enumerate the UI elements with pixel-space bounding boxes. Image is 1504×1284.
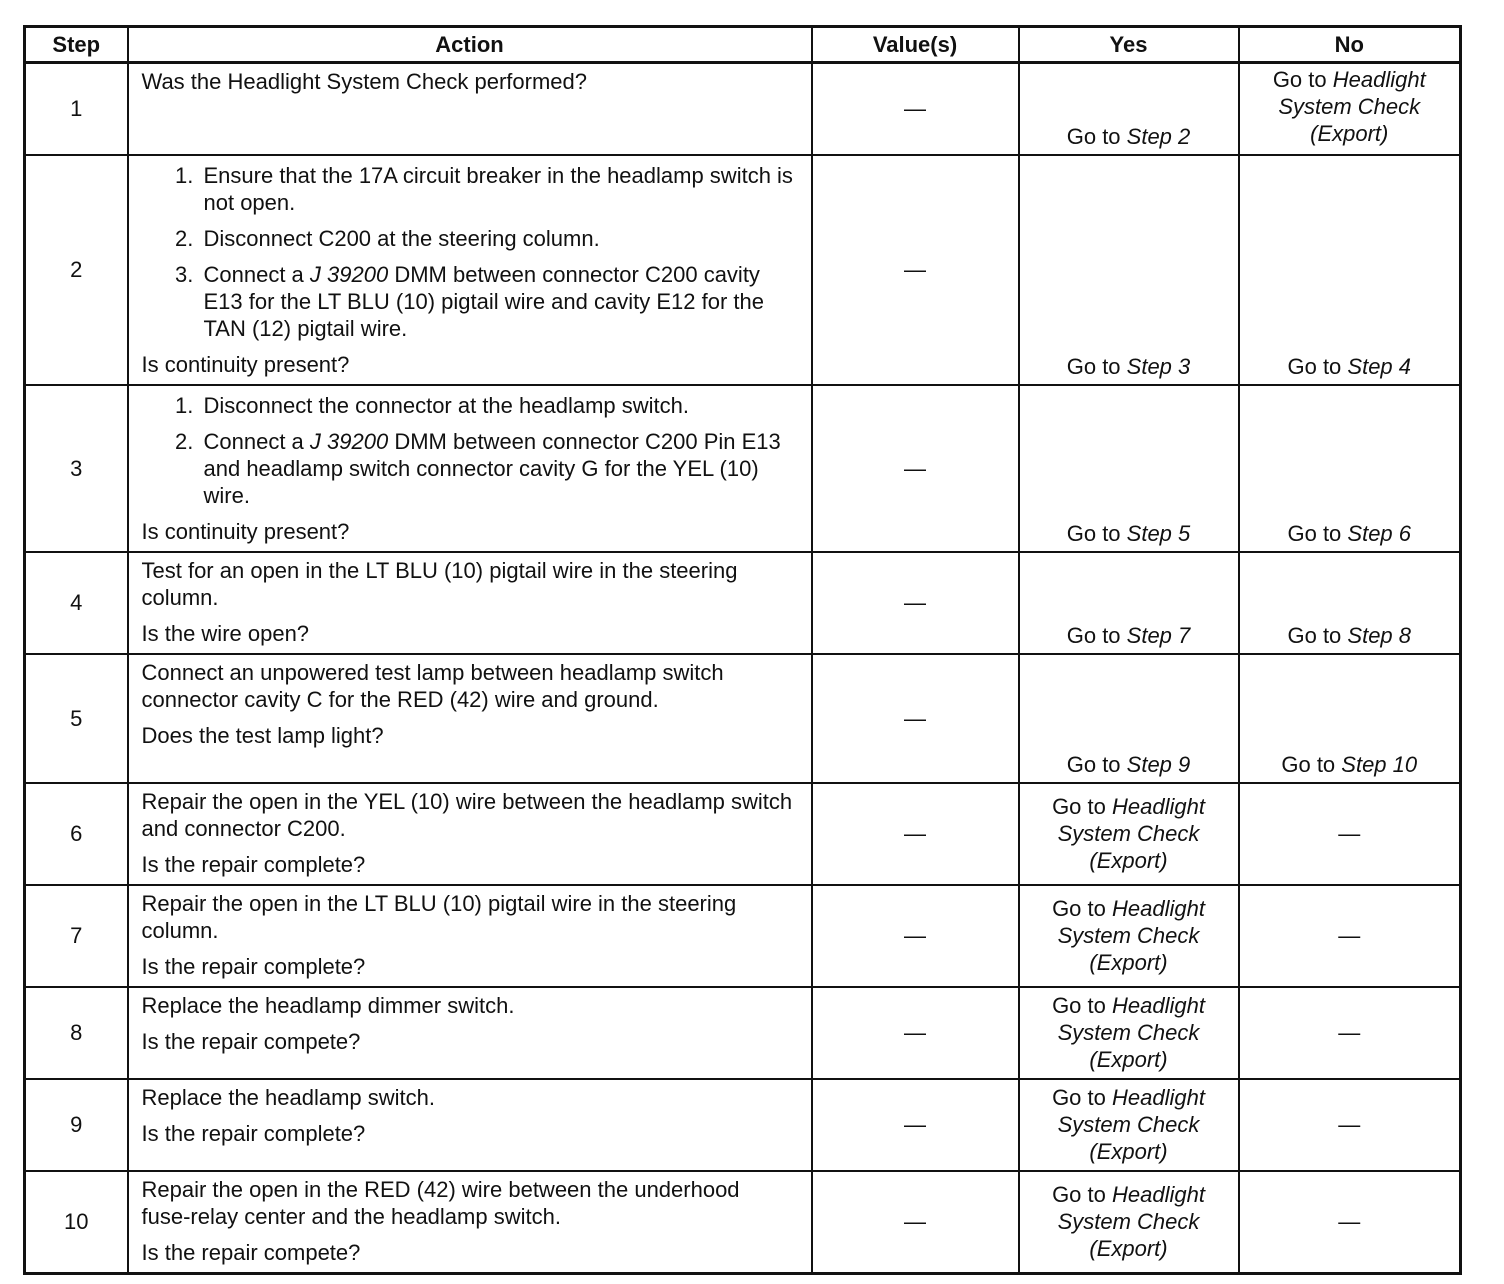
- goto-prefix: Go to: [1052, 1182, 1112, 1207]
- step-number: 7: [25, 885, 128, 987]
- no-cell: —: [1239, 885, 1461, 987]
- step-number: 9: [25, 1079, 128, 1171]
- action-question: Is continuity present?: [141, 518, 350, 544]
- no-cell: —: [1239, 1079, 1461, 1171]
- action-cell: [128, 552, 812, 654]
- goto-prefix: Go to: [1066, 353, 1127, 379]
- table-row: [25, 155, 1461, 385]
- yes-cell[interactable]: [1019, 987, 1239, 1079]
- goto-prefix: Go to: [1281, 751, 1342, 777]
- value-cell: —: [812, 654, 1019, 783]
- goto-prefix: Go to: [1052, 794, 1112, 819]
- yes-cell[interactable]: [1019, 654, 1239, 783]
- goto-prefix: Go to: [1287, 520, 1348, 546]
- value-cell: —: [812, 885, 1019, 987]
- action-question: Is the repair compete?: [141, 1028, 361, 1054]
- goto-prefix: Go to: [1052, 1085, 1112, 1110]
- goto-target[interactable]: Headlight System Check (Export): [1057, 1182, 1205, 1261]
- no-cell[interactable]: [1239, 552, 1461, 654]
- header-row: [25, 27, 1461, 63]
- no-cell: —: [1239, 1171, 1461, 1274]
- action-text: Repair the open in the RED (42) wire between the underhood fuse-relay center and the headlamp switch.: [141, 1176, 740, 1229]
- step-number: 10: [25, 1171, 128, 1274]
- action-text: Repair the open in the YEL (10) wire between the headlamp switch and connector C200.: [141, 788, 793, 841]
- action-cell: [128, 385, 812, 552]
- diagnostic-table: [23, 25, 1462, 1275]
- action-question: Is the repair compete?: [141, 1239, 361, 1265]
- no-cell[interactable]: [1239, 385, 1461, 552]
- action-text: Test for an open in the LT BLU (10) pigtail wire in the steering column.: [141, 557, 738, 610]
- yes-cell[interactable]: [1019, 885, 1239, 987]
- value-cell: —: [812, 1171, 1019, 1274]
- goto-target[interactable]: Headlight System Check (Export): [1278, 67, 1426, 146]
- step-number: 4: [25, 552, 128, 654]
- action-cell: [128, 63, 812, 155]
- header-values: Value(s): [812, 27, 1019, 63]
- yes-cell[interactable]: [1019, 1171, 1239, 1274]
- tool-name: J 39200: [309, 261, 389, 287]
- action-step: [200, 261, 795, 342]
- step-number: 1: [25, 63, 128, 155]
- action-cell: [128, 155, 812, 385]
- goto-target[interactable]: Headlight System Check (Export): [1057, 1085, 1205, 1164]
- table-row: [25, 385, 1461, 552]
- value-cell: —: [812, 155, 1019, 385]
- action-step: 1. Disconnect the connector at the headlamp switch.: [200, 392, 795, 419]
- header-action: Action: [128, 27, 812, 63]
- goto-prefix: Go to: [1066, 622, 1127, 648]
- value-cell: —: [812, 1079, 1019, 1171]
- action-question: Is the wire open?: [141, 620, 310, 646]
- step-number: 5: [25, 654, 128, 783]
- action-question: Does the test lamp light?: [141, 722, 384, 748]
- action-question: Is the repair complete?: [141, 1120, 366, 1146]
- table-row: [25, 1079, 1461, 1171]
- action-text: Replace the headlamp switch.: [141, 1084, 435, 1110]
- header-no: No: [1239, 27, 1461, 63]
- table-row: [25, 63, 1461, 155]
- table-row: [25, 1171, 1461, 1274]
- action-text: Connect a: [203, 261, 310, 287]
- action-text: DMM between connector C200 Pin E13 and headlamp switch connector cavity G for the YEL (10) wire.: [203, 428, 781, 508]
- action-text: Was the Headlight System Check performed?: [141, 69, 587, 94]
- action-cell: [128, 783, 812, 885]
- no-cell: —: [1239, 783, 1461, 885]
- goto-target[interactable]: Step 6: [1347, 520, 1412, 546]
- no-cell[interactable]: [1239, 654, 1461, 783]
- step-number: 2: [25, 155, 128, 385]
- table-row: [25, 783, 1461, 885]
- action-text: Repair the open in the LT BLU (10) pigtail wire in the steering column.: [141, 890, 737, 943]
- action-cell: [128, 1171, 812, 1274]
- goto-target[interactable]: Step 9: [1126, 751, 1191, 777]
- goto-prefix: Go to: [1287, 622, 1348, 648]
- goto-prefix: Go to: [1066, 520, 1127, 546]
- action-step: 2. Disconnect C200 at the steering column.: [200, 225, 795, 252]
- table-row: [25, 885, 1461, 987]
- goto-target[interactable]: Headlight System Check (Export): [1057, 794, 1205, 873]
- goto-prefix: Go to: [1052, 896, 1112, 921]
- action-cell: [128, 885, 812, 987]
- step-number: 8: [25, 987, 128, 1079]
- step-number: 3: [25, 385, 128, 552]
- goto-prefix: Go to: [1052, 993, 1112, 1018]
- action-steps: [142, 162, 795, 342]
- no-cell[interactable]: [1239, 63, 1461, 155]
- action-text: DMM between connector C200 cavity E13 for the LT BLU (10) pigtail wire and cavity E12 for the TAN (12) pigtail wire.: [203, 261, 764, 341]
- goto-target[interactable]: Headlight System Check (Export): [1057, 896, 1205, 975]
- action-question: Is the repair complete?: [141, 953, 366, 979]
- goto-prefix: Go to: [1287, 353, 1348, 379]
- value-cell: —: [812, 783, 1019, 885]
- goto-target[interactable]: Step 8: [1347, 622, 1412, 648]
- yes-cell[interactable]: [1019, 552, 1239, 654]
- action-question: Is continuity present?: [141, 351, 350, 377]
- action-text: Connect an unpowered test lamp between headlamp switch connector cavity C for the RED (42) wire and ground.: [141, 659, 724, 712]
- yes-cell[interactable]: [1019, 783, 1239, 885]
- action-cell: [128, 1079, 812, 1171]
- goto-target[interactable]: Step 3: [1126, 353, 1191, 379]
- yes-cell[interactable]: [1019, 1079, 1239, 1171]
- step-number: 6: [25, 783, 128, 885]
- header-step: Step: [25, 27, 128, 63]
- yes-cell[interactable]: [1019, 385, 1239, 552]
- no-cell[interactable]: [1239, 155, 1461, 385]
- yes-cell[interactable]: [1019, 63, 1239, 155]
- goto-target[interactable]: Step 5: [1126, 520, 1191, 546]
- action-cell: [128, 987, 812, 1079]
- table-row: [25, 552, 1461, 654]
- value-cell: —: [812, 385, 1019, 552]
- action-step: [200, 428, 795, 509]
- action-steps: [142, 392, 795, 509]
- action-step: 1. Ensure that the 17A circuit breaker in the headlamp switch is not open.: [200, 162, 795, 216]
- goto-target[interactable]: Step 2: [1126, 123, 1191, 149]
- action-cell: [128, 654, 812, 783]
- goto-target[interactable]: Step 4: [1347, 353, 1412, 379]
- header-yes: Yes: [1019, 27, 1239, 63]
- goto-target[interactable]: Step 7: [1126, 622, 1191, 648]
- action-text: Connect a: [203, 428, 310, 454]
- table-row: [25, 987, 1461, 1079]
- value-cell: —: [812, 552, 1019, 654]
- goto-prefix: Go to: [1066, 123, 1127, 149]
- table-row: [25, 654, 1461, 783]
- value-cell: —: [812, 987, 1019, 1079]
- action-question: Is the repair complete?: [141, 851, 366, 877]
- tool-name: J 39200: [309, 428, 389, 454]
- action-text: Replace the headlamp dimmer switch.: [141, 992, 515, 1018]
- goto-prefix: Go to: [1066, 751, 1127, 777]
- goto-target[interactable]: Headlight System Check (Export): [1057, 993, 1205, 1072]
- no-cell: —: [1239, 987, 1461, 1079]
- goto-target[interactable]: Step 10: [1341, 751, 1418, 777]
- value-cell: —: [812, 63, 1019, 155]
- goto-prefix: Go to: [1272, 67, 1333, 92]
- yes-cell[interactable]: [1019, 155, 1239, 385]
